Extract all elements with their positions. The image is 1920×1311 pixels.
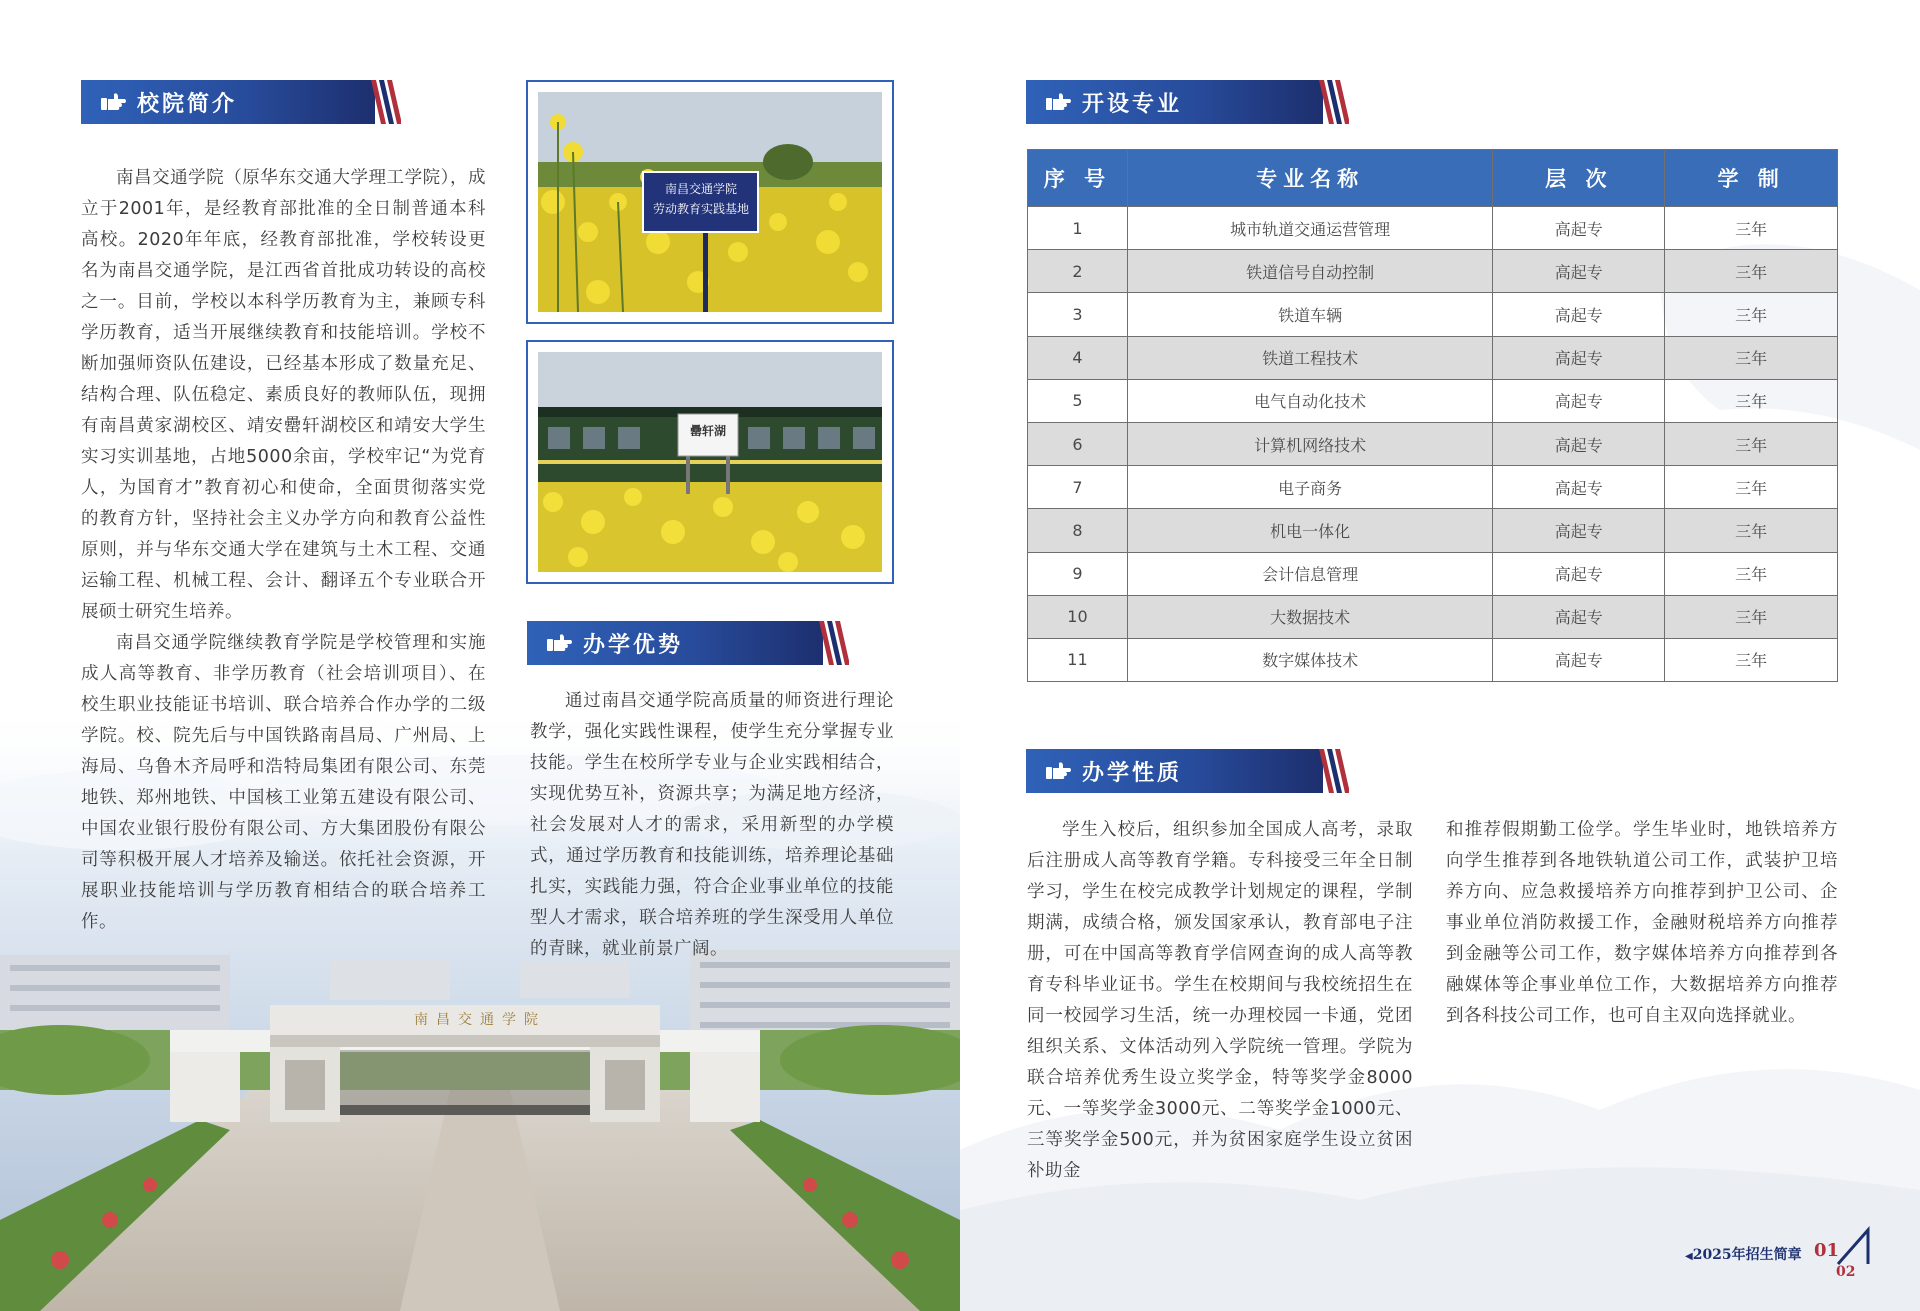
- footer-brochure-title: [1685, 1244, 1802, 1264]
- table-row: [1028, 638, 1838, 681]
- cell-years: 三年: [1665, 379, 1838, 422]
- cell-no: 11: [1028, 638, 1128, 681]
- cell-level: 高起专: [1493, 466, 1665, 509]
- cell-level: 高起专: [1493, 595, 1665, 638]
- cell-years: 三年: [1665, 293, 1838, 336]
- cell-level: 高起专: [1493, 250, 1665, 293]
- intro-paragraph: 南昌交通学院继续教育学院是学校管理和实施成人高等教育、非学历教育（社会培训项目）、在校生职业技能证书培训、联合培养合作办学的二级学院。校、院先后与中国铁路南昌局、广州局、上海局、乌鲁木齐局呼和浩特局集团有限公司、东莞地铁、郑州地铁、中国核工业第五建设有限公司、中国农业银行股份有限公司、方大集团股份有限公司等积极开展人才培养及输送。依托社会资源，开展职业技能培训与学历教育相结合的联合培养工作。: [81, 633, 486, 932]
- cell-no: 5: [1028, 379, 1128, 422]
- table-row: [1028, 250, 1838, 293]
- cell-name: 电子商务: [1127, 466, 1493, 509]
- cell-years: 三年: [1665, 422, 1838, 465]
- cell-years: 三年: [1665, 638, 1838, 681]
- cell-name: 铁道工程技术: [1127, 336, 1493, 379]
- nature-text-col2: [1446, 815, 1838, 1032]
- cell-name: 电气自动化技术: [1127, 379, 1493, 422]
- intro-paragraph: 南昌交通学院（原华东交通大学理工学院），成立于2001年，是经教育部批准的全日制普通本科高校。2020年年底，经教育部批准，学校转设更名为南昌交通学院，是江西省首批成功转设的高校之一。目前，学校以本科学历教育为主，兼顾专科学历教育，适当开展继续教育和技能培训。学校不断加强师资队伍建设，已经基本形成了数量充足、结构合理、队伍稳定、素质良好的教师队伍，现拥有南昌黄家湖校区、靖安罍轩湖校区和靖安大学生实习实训基地，占地5000余亩，学校牢记“为党育人，为国育才”教育初心和使命，全面贯彻落实党的教育方针，坚持社会主义办学方向和教育公益性原则，并与华东交通大学在建筑与土木工程、交通运输工程、机械工程、会计、翻译五个专业联合开展硕士研究生培养。: [81, 168, 486, 622]
- table-header-row: [1028, 150, 1838, 207]
- advantage-paragraph: 通过南昌交通学院高质量的师资进行理论教学，强化实践性课程，使学生充分掌握专业技能。学生在校所学专业与企业实践相结合，实现优势互补，资源共享；为满足地方经济，社会发展对人才的需求，采用新型的办学模式，通过学历教育和技能训练，培养理论基础扎实，实践能力强，符合企业事业单位的技能型人才需求，联合培养班的学生深受用人单位的青睐，就业前景广阔。: [530, 691, 894, 959]
- nature-heading-text: 办学性质: [1082, 760, 1183, 786]
- nature-paragraph-cont: 和推荐假期勤工俭学。学生毕业时，地铁培养方向学生推荐到各地铁轨道公司工作，武装护卫培养方向、应急救援培养方向推荐到护卫公司、企事业单位消防救援工作，金融财税培养方向推荐到金融等公司工作，数字媒体培养方向推荐到各融媒体等企事业单位工作，大数据培养方向推荐到各科技公司工作，也可自主双向选择就业。: [1446, 820, 1838, 1026]
- header-years: 学 制: [1665, 150, 1838, 207]
- table-row: [1028, 552, 1838, 595]
- cell-level: 高起专: [1493, 552, 1665, 595]
- heading-stripes: [371, 80, 401, 124]
- cell-no: 8: [1028, 509, 1128, 552]
- intro-heading: [81, 80, 411, 124]
- cell-name: 铁道车辆: [1127, 293, 1493, 336]
- majors-table: [1027, 149, 1838, 682]
- table-row: [1028, 595, 1838, 638]
- table-row: [1028, 422, 1838, 465]
- page-number-left: 01: [1814, 1240, 1840, 1261]
- nature-heading: [1026, 749, 1356, 793]
- station-sign: 罍轩湖: [689, 424, 726, 438]
- cell-no: 6: [1028, 422, 1128, 465]
- cell-years: 三年: [1665, 336, 1838, 379]
- cell-name: 数字媒体技术: [1127, 638, 1493, 681]
- pointing-hand-icon: [101, 92, 127, 112]
- cell-years: 三年: [1665, 466, 1838, 509]
- table-row: [1028, 379, 1838, 422]
- cell-no: 3: [1028, 293, 1128, 336]
- cell-name: 会计信息管理: [1127, 552, 1493, 595]
- sign-line: 劳动教育实践基地: [652, 202, 749, 216]
- cell-level: 高起专: [1493, 379, 1665, 422]
- cell-name: 计算机网络技术: [1127, 422, 1493, 465]
- gate-inscription: 南昌交通学院: [414, 1012, 546, 1028]
- table-row: [1028, 336, 1838, 379]
- arrow-left-icon: ◀: [1685, 1251, 1693, 1262]
- nature-paragraph: 学生入校后，组织参加全国成人高考，录取后注册成人高等教育学籍。专科接受三年全日制学习，学生在校完成教学计划规定的课程，学制期满，成绩合格，颁发国家承认，教育部电子注册，可在中国高等教育学信网查询的成人高等教育专科毕业证书。学生在校期间与我校统招生在同一校园学习生活，统一办理校园一卡通，党团组织关系、文体活动列入学院统一管理。学院为联合培养优秀生设立奖学金，特等奖学金8000元、一等奖学金3000元、二等奖学金1000元、三等奖学金500元，并为贫困家庭学生设立贫困补助金: [1027, 820, 1413, 1181]
- cell-years: 三年: [1665, 509, 1838, 552]
- cell-years: 三年: [1665, 207, 1838, 250]
- table-row: [1028, 293, 1838, 336]
- pointing-hand-icon: [1046, 92, 1072, 112]
- labor-base-photo: [526, 80, 894, 324]
- intro-heading-text: 校院简介: [137, 91, 238, 117]
- header-name: 专业名称: [1127, 150, 1493, 207]
- table-row: [1028, 509, 1838, 552]
- cell-no: 10: [1028, 595, 1128, 638]
- heading-stripes: [1319, 80, 1349, 124]
- table-row: [1028, 466, 1838, 509]
- cell-no: 2: [1028, 250, 1128, 293]
- nature-text-col1: [1027, 815, 1413, 1187]
- header-no: 序 号: [1028, 150, 1128, 207]
- cell-years: 三年: [1665, 595, 1838, 638]
- cell-no: 9: [1028, 552, 1128, 595]
- cell-level: 高起专: [1493, 207, 1665, 250]
- labor-base-sign: [647, 179, 755, 219]
- pointing-hand-icon: [547, 633, 573, 653]
- advantage-heading-text: 办学优势: [583, 632, 684, 658]
- header-level: 层 次: [1493, 150, 1665, 207]
- heading-stripes: [819, 621, 849, 665]
- intro-text: [81, 163, 486, 938]
- majors-heading: [1026, 80, 1356, 124]
- cell-no: 1: [1028, 207, 1128, 250]
- cell-name: 大数据技术: [1127, 595, 1493, 638]
- majors-heading-text: 开设专业: [1082, 91, 1183, 117]
- cell-level: 高起专: [1493, 293, 1665, 336]
- footer-title-text: 2025年招生简章: [1692, 1247, 1802, 1263]
- cell-years: 三年: [1665, 552, 1838, 595]
- advantage-text: [530, 686, 894, 965]
- table-row: [1028, 207, 1838, 250]
- page-number-right: 02: [1836, 1264, 1856, 1280]
- cell-name: 机电一体化: [1127, 509, 1493, 552]
- cell-name: 城市轨道交通运营管理: [1127, 207, 1493, 250]
- page-corner-mark: [1836, 1226, 1870, 1266]
- cell-years: 三年: [1665, 250, 1838, 293]
- cell-level: 高起专: [1493, 509, 1665, 552]
- cell-level: 高起专: [1493, 336, 1665, 379]
- pointing-hand-icon: [1046, 761, 1072, 781]
- train-photo: [526, 340, 894, 584]
- cell-name: 铁道信号自动控制: [1127, 250, 1493, 293]
- cell-level: 高起专: [1493, 638, 1665, 681]
- cell-level: 高起专: [1493, 422, 1665, 465]
- cell-no: 7: [1028, 466, 1128, 509]
- heading-stripes: [1319, 749, 1349, 793]
- cell-no: 4: [1028, 336, 1128, 379]
- advantage-heading: [527, 621, 847, 665]
- sign-line: 南昌交通学院: [664, 182, 737, 196]
